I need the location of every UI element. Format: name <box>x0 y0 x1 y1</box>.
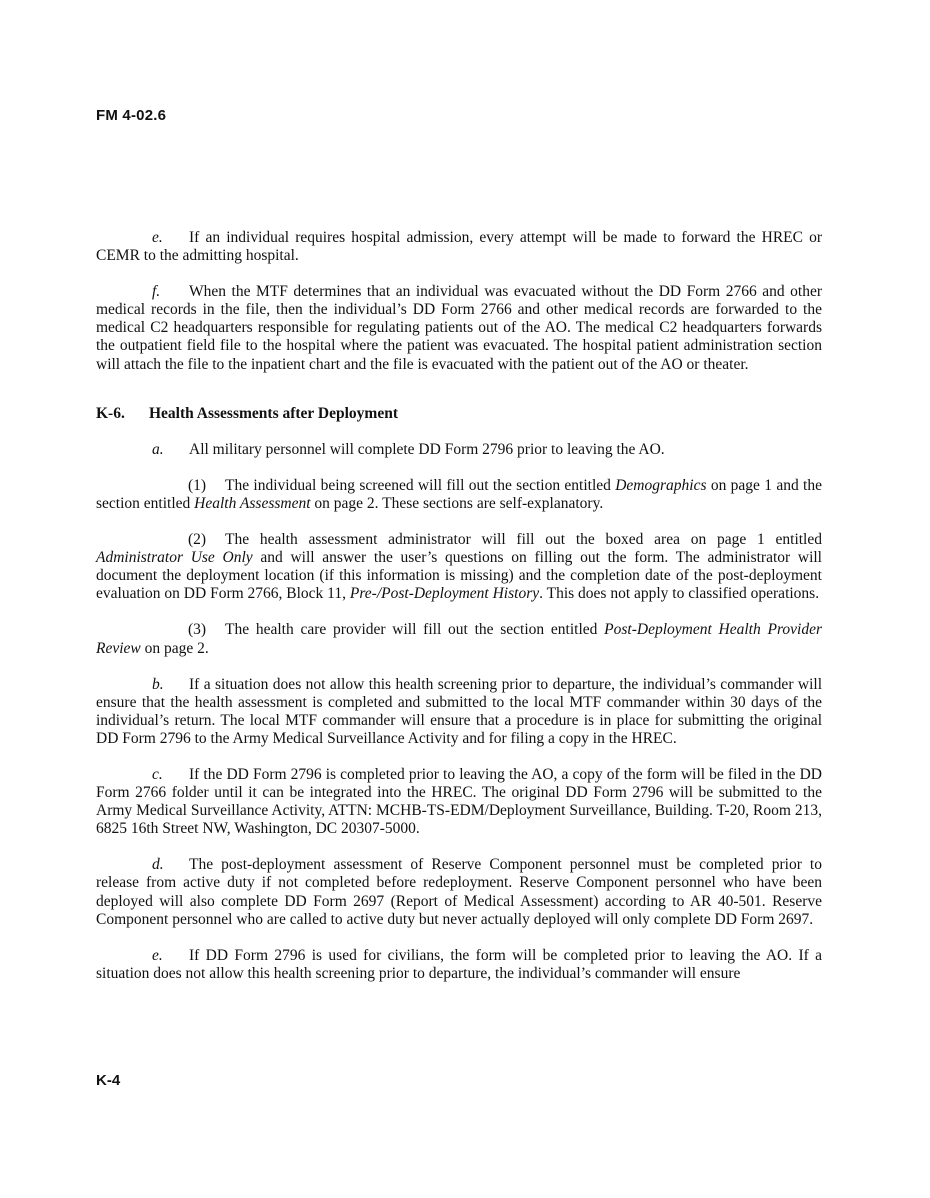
subparagraph-number: (2) <box>188 531 207 549</box>
paragraph-marker: e. <box>152 946 163 964</box>
subparagraph-text: on page 2. These sections are self-explanatory. <box>310 494 604 512</box>
subparagraph-number: (1) <box>188 476 207 494</box>
paragraph-text: If DD Form 2796 is used for civilians, the form will be completed prior to leaving the AO. If a situation does not allow this health screening prior to departure, the individual’s commander will ensure <box>96 946 822 982</box>
section-number: K-6. <box>96 404 125 422</box>
section-title: Health Assessments after Deployment <box>149 404 398 422</box>
paragraph-a <box>96 441 822 459</box>
paragraph-text: All military personnel will complete DD Form 2796 prior to leaving the AO. <box>189 440 665 458</box>
section-name-demographics: Demographics <box>615 476 707 494</box>
paragraph-text: If a situation does not allow this health screening prior to departure, the individual’s commander will ensure that the health assessment is completed and submitted to the local MTF commander within 30 days of the individual’s return. The local MTF commander will ensure that a procedure is in place for submitting the original DD Form 2796 to the Army Medical Surveillance Activity and for filing a copy in the HREC. <box>96 675 822 747</box>
page-number-footer: K-4 <box>96 1072 121 1089</box>
subparagraph-text: . This does not apply to classified operations. <box>539 585 820 603</box>
subparagraph-text: The individual being screened will fill out the section entitled <box>225 476 616 494</box>
document-id-header: FM 4-02.6 <box>96 107 167 124</box>
subparagraph-text: The health care provider will fill out the section entitled <box>225 621 605 639</box>
subparagraph-text: on page 1 and the section entitled <box>96 476 822 512</box>
paragraph-d <box>96 856 822 928</box>
paragraph-text: The post-deployment assessment of Reserve Component personnel must be completed prior to release from active duty if not completed before redeployment. Reserve Component personnel who have been deployed will also complete DD Form 2697 (Report of Medical Assessment) according to AR 40-501. Reserve Component personnel who are called to active duty but never actually deployed will only complete DD Form 2697. <box>96 856 822 928</box>
paragraph-marker: a. <box>152 440 164 458</box>
section-name-provider-review: Post-Deployment Health Provider Review <box>96 621 822 657</box>
paragraph-marker: d. <box>152 856 164 874</box>
subparagraph-number: (3) <box>188 621 207 639</box>
paragraph-c <box>96 766 822 838</box>
section-name-health-assessment: Health Assessment <box>194 494 311 512</box>
paragraph-f-prev <box>96 283 822 373</box>
paragraph-marker: c. <box>152 765 163 783</box>
subparagraph-text: and will answer the user’s questions on filling out the form. The administrator will document the deployment location (if this information is missing) and the completion date of the post-deployment evaluation on DD Form 2766, Block 11, <box>96 549 822 603</box>
subparagraph-2 <box>96 531 822 603</box>
paragraph-text: When the MTF determines that an individual was evacuated without the DD Form 2766 and other medical records in the file, then the individual’s DD Form 2766 and other medical records are forwarded to the medical C2 headquarters responsible for regulating patients out of the AO. The medical C2 headquarters forwards the outpatient field file to the hospital where the patient was evacuated. The hospital patient administration section will attach the file to the inpatient chart and the file is evacuated with the patient out of the AO or theater. <box>96 283 822 373</box>
paragraph-text: If an individual requires hospital admission, every attempt will be made to forward the HREC or CEMR to the admitting hospital. <box>96 229 822 265</box>
paragraph-marker: e. <box>152 229 163 246</box>
section-heading <box>96 405 822 423</box>
paragraph-marker: b. <box>152 675 164 693</box>
document-body <box>96 229 822 983</box>
section-name-administrator-use-only: Administrator Use Only <box>96 549 253 567</box>
subparagraph-text: The health assessment administrator will fill out the boxed area on page 1 entitled <box>225 531 822 549</box>
block-name-deployment-history: Pre-/Post-Deployment History <box>349 585 540 603</box>
paragraph-b <box>96 676 822 748</box>
paragraph-e <box>96 947 822 983</box>
subparagraph-1 <box>96 477 822 513</box>
subparagraph-text: on page 2. <box>140 639 209 657</box>
paragraph-text: If the DD Form 2796 is completed prior to leaving the AO, a copy of the form will be filed in the DD Form 2766 folder until it can be integrated into the HREC. The original DD Form 2796 will be submitted to the Army Medical Surveillance Activity, ATTN: MCHB-TS-EDM/Deployment Surveillance, Building. T-20, Room 213, 6825 16th Street NW, Washington, DC 20307-5000. <box>96 765 822 838</box>
paragraph-e-prev <box>96 229 822 265</box>
paragraph-marker: f. <box>152 283 161 301</box>
subparagraph-3 <box>96 621 822 657</box>
